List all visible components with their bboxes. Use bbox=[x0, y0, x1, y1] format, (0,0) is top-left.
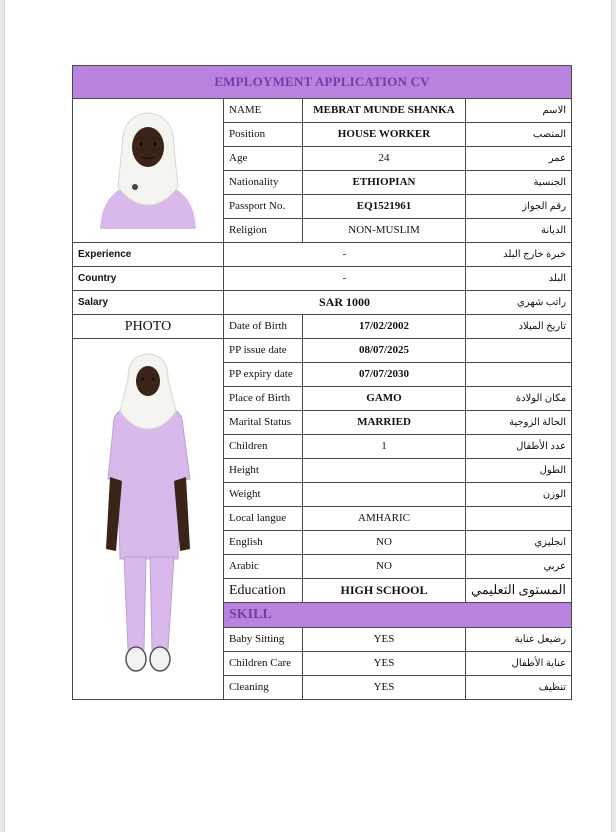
label-cell: Country bbox=[73, 267, 224, 291]
arabic-label-cell bbox=[466, 507, 572, 531]
label-cell: Marital Status bbox=[224, 411, 303, 435]
arabic-label-cell: الوزن bbox=[466, 483, 572, 507]
label-cell: Arabic bbox=[224, 555, 303, 579]
arabic-label-cell: عربي bbox=[466, 555, 572, 579]
value-cell: NO bbox=[303, 531, 466, 555]
portrait-photo bbox=[73, 99, 224, 243]
label-cell: PP expiry date bbox=[224, 363, 303, 387]
value-cell: YES bbox=[303, 652, 466, 676]
value-cell: GAMO bbox=[303, 387, 466, 411]
arabic-label-cell: تاريخ الميلاد bbox=[466, 315, 572, 339]
value-cell: 1 bbox=[303, 435, 466, 459]
label-cell: NAME bbox=[224, 99, 303, 123]
arabic-label-cell: عمر bbox=[466, 147, 572, 171]
value-cell: SAR 1000 bbox=[224, 291, 466, 315]
arabic-label-cell: الاسم bbox=[466, 99, 572, 123]
value-cell: YES bbox=[303, 676, 466, 700]
label-cell: Age bbox=[224, 147, 303, 171]
arabic-label-cell: الطول bbox=[466, 459, 572, 483]
value-cell: MARRIED bbox=[303, 411, 466, 435]
photo-label: PHOTO bbox=[73, 315, 224, 339]
label-cell: Nationality bbox=[224, 171, 303, 195]
value-cell: AMHARIC bbox=[303, 507, 466, 531]
value-cell: MEBRAT MUNDE SHANKA bbox=[303, 99, 466, 123]
form-title: EMPLOYMENT APPLICATION CV bbox=[73, 66, 572, 99]
arabic-label-cell: رضيعل عناية bbox=[466, 628, 572, 652]
arabic-label-cell: رقم الجواز bbox=[466, 195, 572, 219]
arabic-label-cell: عدد الأطفال bbox=[466, 435, 572, 459]
arabic-label-cell: راتب شهري bbox=[466, 291, 572, 315]
label-cell: Religion bbox=[224, 219, 303, 243]
arabic-label-cell: مكان الولادة bbox=[466, 387, 572, 411]
arabic-label-cell: المستوى التعليمي bbox=[466, 579, 572, 603]
value-cell: - bbox=[224, 243, 466, 267]
value-cell: HOUSE WORKER bbox=[303, 123, 466, 147]
arabic-label-cell: المنصب bbox=[466, 123, 572, 147]
label-cell: Height bbox=[224, 459, 303, 483]
arabic-label-cell: خبرة خارج البلد bbox=[466, 243, 572, 267]
label-cell: PP issue date bbox=[224, 339, 303, 363]
label-cell: Place of Birth bbox=[224, 387, 303, 411]
arabic-label-cell: تنظيف bbox=[466, 676, 572, 700]
value-cell: 08/07/2025 bbox=[303, 339, 466, 363]
label-cell: Education bbox=[224, 579, 303, 603]
label-cell: English bbox=[224, 531, 303, 555]
value-cell: 24 bbox=[303, 147, 466, 171]
arabic-label-cell: الديانة bbox=[466, 219, 572, 243]
label-cell: Local langue bbox=[224, 507, 303, 531]
label-cell: Weight bbox=[224, 483, 303, 507]
label-cell: Passport No. bbox=[224, 195, 303, 219]
skill-header: SKILL bbox=[224, 603, 572, 628]
label-cell: Children bbox=[224, 435, 303, 459]
label-cell: Experience bbox=[73, 243, 224, 267]
label-cell: Cleaning bbox=[224, 676, 303, 700]
full-body-image bbox=[78, 349, 218, 689]
arabic-label-cell: الجنسية bbox=[466, 171, 572, 195]
arabic-label-cell: عناية الأطفال bbox=[466, 652, 572, 676]
value-cell: 17/02/2002 bbox=[303, 315, 466, 339]
cv-table bbox=[72, 65, 572, 700]
value-cell: NON-MUSLIM bbox=[303, 219, 466, 243]
label-cell: Position bbox=[224, 123, 303, 147]
value-cell: NO bbox=[303, 555, 466, 579]
label-cell: Baby Sitting bbox=[224, 628, 303, 652]
document-page bbox=[4, 0, 612, 832]
value-cell: EQ1521961 bbox=[303, 195, 466, 219]
arabic-label-cell: انجليزي bbox=[466, 531, 572, 555]
value-cell: 07/07/2030 bbox=[303, 363, 466, 387]
cv-form bbox=[72, 65, 571, 700]
value-cell: ETHIOPIAN bbox=[303, 171, 466, 195]
arabic-label-cell: الحالة الزوجية bbox=[466, 411, 572, 435]
label-cell: Salary bbox=[73, 291, 224, 315]
arabic-label-cell: البلد bbox=[466, 267, 572, 291]
label-cell: Children Care bbox=[224, 652, 303, 676]
portrait-image bbox=[78, 101, 218, 241]
value-cell: HIGH SCHOOL bbox=[303, 579, 466, 603]
arabic-label-cell bbox=[466, 339, 572, 363]
value-cell: YES bbox=[303, 628, 466, 652]
value-cell bbox=[303, 483, 466, 507]
value-cell bbox=[303, 459, 466, 483]
label-cell: Date of Birth bbox=[224, 315, 303, 339]
full-body-photo bbox=[73, 339, 224, 700]
value-cell: - bbox=[224, 267, 466, 291]
arabic-label-cell bbox=[466, 363, 572, 387]
